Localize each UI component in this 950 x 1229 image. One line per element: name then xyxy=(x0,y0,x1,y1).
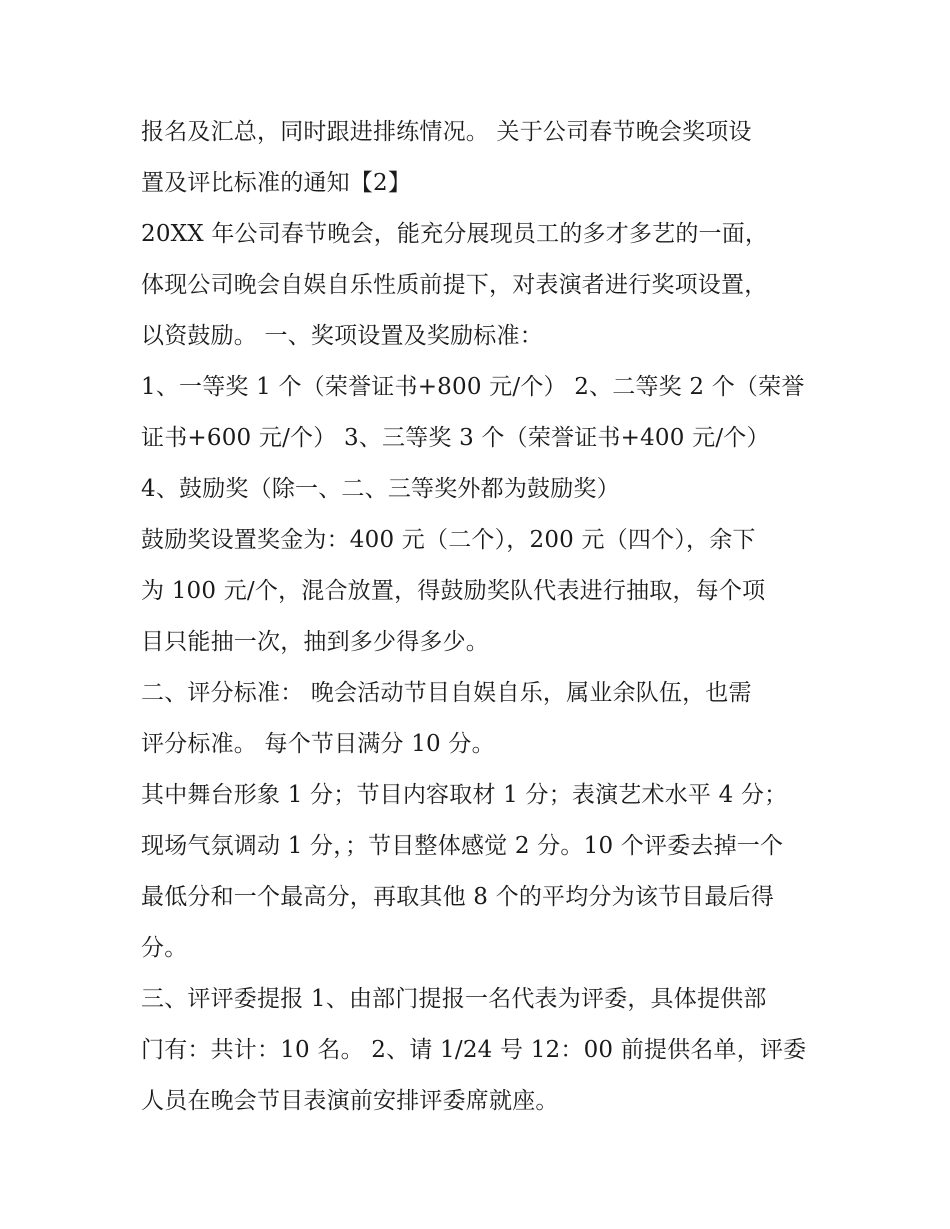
text-line: 分。 xyxy=(141,935,188,961)
text-line: 目只能抽一次，抽到多少得多少。 xyxy=(141,629,489,655)
text-line: 三、评评委提报 1、由部门提报一名代表为评委，具体提供部 xyxy=(141,986,767,1012)
text-line: 鼓励奖设置奖金为：400 元（二个），200 元（四个），余下 xyxy=(141,527,756,553)
text-line: 二、评分标准： 晚会活动节目自娱自乐，属业余队伍，也需 xyxy=(141,680,752,706)
text-line: 最低分和一个最高分，再取其他 8 个的平均分为该节目最后得 xyxy=(141,884,775,910)
text-line: 以资鼓励。 一、奖项设置及奖励标准： xyxy=(141,323,543,349)
text-line: 1、一等奖 1 个（荣誉证书+800 元/个） 2、二等奖 2 个（荣誉 xyxy=(141,374,805,400)
text-line: 4、鼓励奖（除一、二、三等奖外都为鼓励奖） xyxy=(141,476,620,502)
text-line: 置及评比标准的通知【2】 xyxy=(141,170,412,196)
text-line: 20XX 年公司春节晚会，能充分展现员工的多才多艺的一面， xyxy=(141,221,769,247)
text-line: 报名及汇总，同时跟进排练情况。 关于公司春节晚会奖项设 xyxy=(141,119,752,145)
text-line: 人员在晚会节目表演前安排评委席就座。 xyxy=(141,1088,559,1114)
text-line: 评分标准。 每个节目满分 10 分。 xyxy=(141,731,495,757)
text-line: 门有：共计：10 名。 2、请 1/24 号 12：00 前提供名单，评委 xyxy=(141,1037,807,1063)
document-body xyxy=(141,107,821,1127)
text-line: 现场气氛调动 1 分，；节目整体感觉 2 分。10 个评委去掉一个 xyxy=(141,833,784,859)
text-line: 为 100 元/个，混合放置，得鼓励奖队代表进行抽取，每个项 xyxy=(141,578,766,604)
text-line: 证书+600 元/个） 3、三等奖 3 个（荣誉证书+400 元/个） xyxy=(141,425,770,451)
text-line: 其中舞台形象 1 分；节目内容取材 1 分；表演艺术水平 4 分； xyxy=(141,782,788,808)
text-line: 体现公司晚会自娱自乐性质前提下，对表演者进行奖项设置， xyxy=(141,272,768,298)
